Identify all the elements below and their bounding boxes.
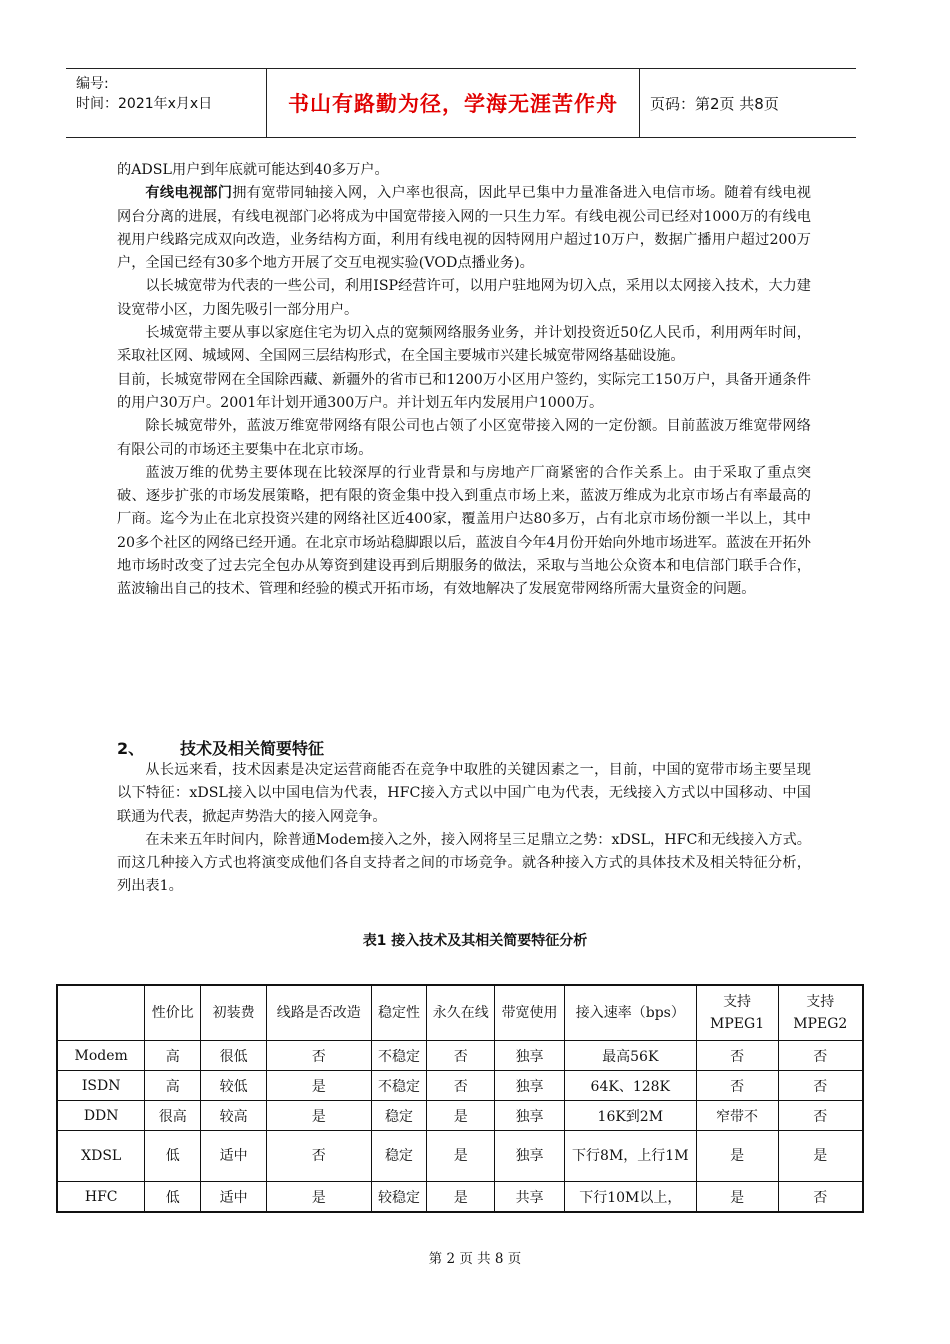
paragraph: 长城宽带主要从事以家庭住宅为切入点的宽频网络服务业务，并计划投资近50亿人民币，利用两年时间，采取社区网、城域网、全国网三层结构形式，在全国主要城市兴建长城宽带网络基础设施。 [117,325,811,365]
table-header-cell [57,985,145,1041]
paragraph [117,182,811,275]
section-title: 技术及相关简要特征 [180,739,325,758]
table-cell: 高 [145,1041,201,1071]
header-time-label: 时间：2021年x月x日 [76,96,213,112]
table-cell: 低 [145,1131,201,1182]
table-cell: 是 [266,1071,371,1101]
table-cell: 是 [266,1101,371,1131]
paragraph: 目前，长城宽带网在全国除西藏、新疆外的省市已和1200万小区用户签约，实际完工150万户，具备开通条件的用户30万户。2001年计划开通300万户。并计划五年内发展用户1000万。 [117,371,811,411]
table-header-cell: 带宽使用 [495,985,565,1041]
table-cell: 是 [778,1131,863,1182]
table-cell: 最高56K [564,1041,696,1071]
header-number-label: 编号: [76,76,109,92]
table-cell: 否 [778,1101,863,1131]
table-cell: 64K、128K [564,1071,696,1101]
paragraph: 在未来五年时间内，除普通Modem接入之外，接入网将呈三足鼎立之势：xDSL，HFC和无线接入方式。而这几种接入方式也将演变成他们各自支持者之间的市场竞争。就各种接入方式的具体技术及相关特征分析，列出表1。 [117,831,811,895]
table-row [57,1101,863,1131]
table-cell: 窄带不 [696,1101,778,1131]
table-row [57,1041,863,1071]
bold-lead: 有线电视部门 [145,185,233,202]
table-cell: 是 [427,1131,495,1182]
table-header-cell: 稳定性 [371,985,427,1041]
table-cell: 适中 [201,1131,267,1182]
table-cell: 独享 [495,1071,565,1101]
table-cell: 不稳定 [371,1071,427,1101]
table-header-cell: 支持MPEG2 [778,985,863,1041]
table-cell: 很高 [145,1101,201,1131]
table-cell: 下行8M，上行1M [564,1131,696,1182]
table-cell: 较低 [201,1071,267,1101]
page-header [66,68,856,138]
table-cell: 低 [145,1182,201,1213]
table-cell: 稳定 [371,1131,427,1182]
paragraph: 以长城宽带为代表的一些公司，利用ISP经营许可，以用户驻地网为切入点，采用以太网接入技术，大力建设宽带小区，力图先吸引一部分用户。 [117,278,811,318]
table-cell: 独享 [495,1101,565,1131]
section-number: 2、 [117,739,145,758]
table-cell: 否 [778,1182,863,1213]
table-cell: 较稳定 [371,1182,427,1213]
paragraph: 蓝波万维的优势主要体现在比较深厚的行业背景和与房地产厂商紧密的合作关系上。由于采取了重点突破、逐步扩张的市场发展策略，把有限的资金集中投入到重点市场上来，蓝波万维成为北京市场占有率最高的厂商。迄今为止在北京投资兴建的网络社区近400家，覆盖用户达80多万，占有北京市场份额一半以上，其中20多个社区的网络已经开通。在北京市场站稳脚跟以后，蓝波自今年4月份开始向外地市场进军。蓝波在开拓外地市场时改变了过去完全包办从筹资到建设再到后期服务的做法，采取与当地公众资本和电信部门联手合作，蓝波输出自己的技术、管理和经验的模式开拓市场，有效地解决了发展宽带网络所需大量资金的问题。 [117,464,811,598]
table-header-row [57,985,863,1041]
table-cell: 否 [696,1041,778,1071]
table-cell: 否 [696,1071,778,1101]
paragraph: 的ADSL用户到年底就可能达到40多万户。 [117,162,389,178]
table-cell: 独享 [495,1131,565,1182]
table-cell: 下行10M以上， [564,1182,696,1213]
table-cell: 高 [145,1071,201,1101]
table-cell: 是 [427,1101,495,1131]
table-cell: 稳定 [371,1101,427,1131]
table-row [57,1071,863,1101]
table-cell: 16K到2M [564,1101,696,1131]
table-header-cell: 永久在线 [427,985,495,1041]
table-cell: 较高 [201,1101,267,1131]
table-header-cell: 初装费 [201,985,267,1041]
table-cell: DDN [57,1101,145,1131]
table-cell: 否 [778,1071,863,1101]
page-footer: 第 2 页 共 8 页 [428,1251,522,1267]
table-cell: 是 [266,1182,371,1213]
table-row [57,1131,863,1182]
table-cell: 是 [696,1182,778,1213]
header-page-label: 页码：第2页 共8页 [650,94,779,113]
table-caption: 表1 接入技术及其相关简要特征分析 [362,933,588,949]
document-body [117,159,811,602]
table-cell: 很低 [201,1041,267,1071]
header-meta [66,69,266,137]
table-header-cell: 线路是否改造 [266,985,371,1041]
table-cell: 否 [427,1071,495,1101]
table-cell: 否 [266,1131,371,1182]
table-cell: XDSL [57,1131,145,1182]
section-heading [117,736,811,759]
paragraph: 从长远来看，技术因素是决定运营商能否在竞争中取胜的关键因素之一，目前，中国的宽带市场主要呈现以下特征：xDSL接入以中国电信为代表，HFC接入方式以中国广电为代表，无线接入方式以中国移动、中国联通为代表，掀起声势浩大的接入网竞争。 [117,762,811,825]
table-header-cell: 支持MPEG1 [696,985,778,1041]
table-cell: 是 [696,1131,778,1182]
header-divider [639,69,640,137]
table-cell: 否 [266,1041,371,1071]
table-cell: 共享 [495,1182,565,1213]
table-cell: 适中 [201,1182,267,1213]
access-tech-table [56,984,864,1213]
table-cell: 否 [778,1041,863,1071]
table-header-cell: 性价比 [145,985,201,1041]
table-cell: Modem [57,1041,145,1071]
table-cell: 不稳定 [371,1041,427,1071]
table-cell: 否 [427,1041,495,1071]
paragraph-text: 拥有宽带同轴接入网，入户率也很高，因此早已集中力量准备进入电信市场。随着有线电视网台分离的进展，有线电视部门必将成为中国宽带接入网的一只生力军。有线电视公司已经对1000万的有线电视用户线路完成双向改造，业务结构方面，利用有线电视的因特网用户超过10万户，数据广播用户超过200万户，全国已经有30多个地方开展了交互电视实验(VOD点播业务)。 [117,185,811,272]
paragraph: 除长城宽带外，蓝波万维宽带网络有限公司也占领了小区宽带接入网的一定份额。目前蓝波万维宽带网络有限公司的市场还主要集中在北京市场。 [117,418,811,458]
table-cell: HFC [57,1182,145,1213]
table-row [57,1182,863,1213]
table-header-cell: 接入速率（bps） [564,985,696,1041]
table-cell: 独享 [495,1041,565,1071]
table-cell: ISDN [57,1071,145,1101]
header-motto: 书山有路勤为径，学海无涯苦作舟 [288,92,618,116]
table-cell: 是 [427,1182,495,1213]
document-body-section2 [117,759,811,899]
